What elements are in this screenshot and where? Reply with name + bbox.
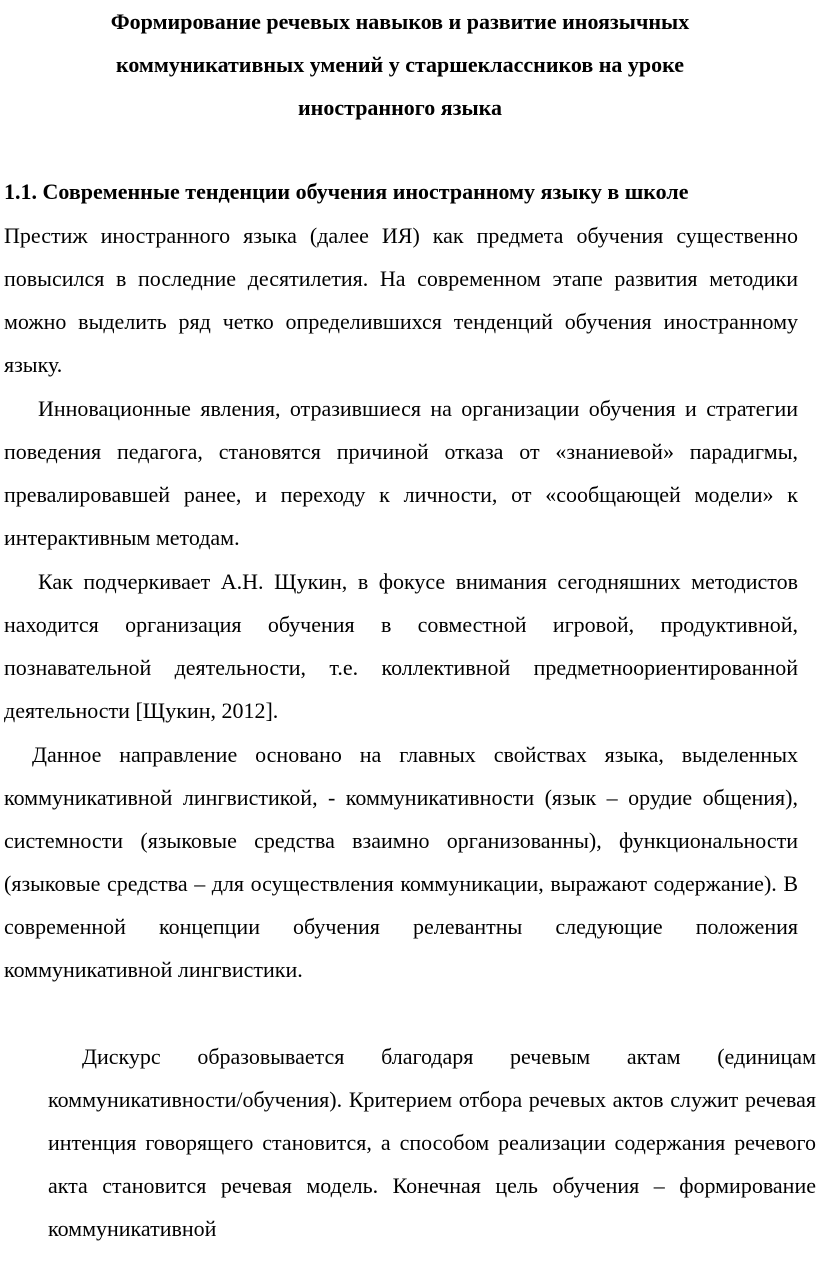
title-line: иностранного языка <box>298 95 502 120</box>
paragraph: Дискурс образовывается благодаря речевым актам (единицам коммуникативности/обучения). Критерием отбора речевых актов служит речевая интенция говорящего становится, а способом реализации содержания речевого акта становится речевая модель. Конечная цель обучения – формирование коммуникативной <box>48 1044 816 1241</box>
section-heading: 1.1. Современные тенденции обучения иностранному языку в школе <box>4 179 689 204</box>
paragraph: Престиж иностранного языка (далее ИЯ) как предмета обучения существенно повысился в последние десятилетия. На современном этапе развития методики можно выделить ряд четко определившихся тенденций обучения иностранному языку. <box>4 223 798 377</box>
title-line: Формирование речевых навыков и развитие иноязычных <box>110 9 690 34</box>
paragraph: Как подчеркивает А.Н. Щукин, в фокусе внимания сегодняшних методистов находится организация обучения в совместной игровой, продуктивной, познавательной деятельности, т.е. коллективной предметноориентированной деятельности [Щукин, 2012]. <box>4 569 798 723</box>
document-title <box>40 0 760 129</box>
title-line: коммуникативных умений у старшеклассников на уроке <box>115 52 685 77</box>
paragraph: Данное направление основано на главных свойствах языка, выделенных коммуникативной лингвистикой, - коммуникативности (язык – орудие общения), системности (языковые средства взаимно организованны), функциональности (языковые средства – для осуществления коммуникации, выражают содержание). В современной концепции обучения релевантны следующие положения коммуникативной лингвистики. <box>4 742 798 982</box>
paragraph: Инновационные явления, отразившиеся на организации обучения и стратегии поведения педагога, становятся причиной отказа от «знаниевой» парадигмы, превалировавшей ранее, и переходу к личности, от «сообщающей модели» к интерактивным методам. <box>4 396 798 550</box>
